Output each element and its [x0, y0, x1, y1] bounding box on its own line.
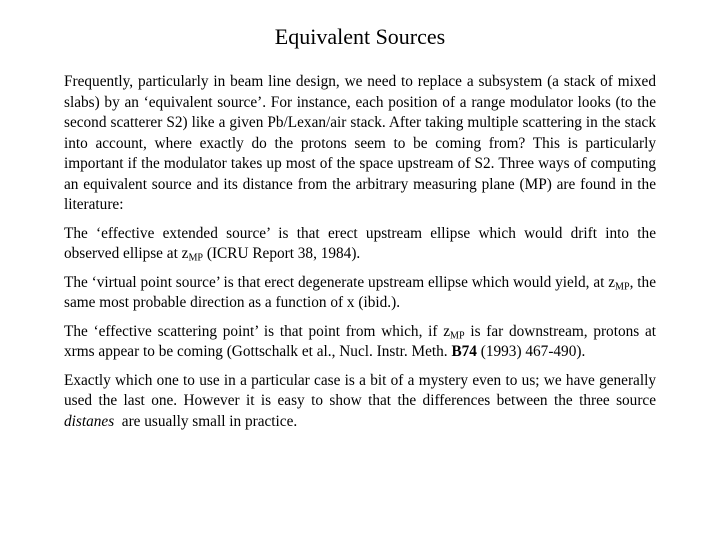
scattering-point-paragraph	[64, 322, 656, 363]
extended-source-subscript: MP	[188, 252, 204, 264]
extended-source-paragraph	[64, 224, 656, 265]
body-text	[64, 72, 656, 440]
scattering-point-text: The ‘effective scattering point’ is that point from which, if z	[64, 322, 451, 340]
scattering-point-middle: is far downstream, protons at xrms appear to be coming (Gottschalk et al., Nucl. Instr. Meth.	[64, 322, 656, 360]
virtual-source-paragraph	[64, 273, 656, 314]
scattering-point-subscript: MP	[450, 330, 465, 342]
extended-source-citation: (ICRU Report 38, 1984).	[203, 245, 361, 262]
virtual-source-rest: , the same most probable direction as a function of x (ibid.).	[64, 273, 656, 311]
extended-source-text: The ‘effective extended source’ is that erect upstream ellipse which would drift into the observed ellipse at z	[64, 224, 656, 262]
closing-paragraph	[64, 371, 656, 433]
virtual-source-subscript: MP	[615, 281, 630, 293]
closing-italic-word: distanes	[64, 412, 115, 430]
intro-paragraph: Frequently, particularly in beam line design, we need to replace a subsystem (a stack of mixed slabs) by an ‘equivalent source’. For instance, each position of a range modulator looks (to the second scatterer S2) like a given Pb/Lexan/air stack. After taking multiple scattering in the stack into account, where exactly do the protons seem to be coming from? This is particularly important if the modulator takes up most of the space upstream of S2. Three ways of computing an equivalent source and its distance from the arbitrary measuring plane (MP) are found in the literature:	[64, 73, 656, 213]
scattering-point-citation: (1993) 467-490).	[476, 343, 586, 360]
virtual-source-text: The ‘virtual point source’ is that erect degenerate upstream ellipse which would yield, at z	[64, 273, 616, 291]
journal-volume: B74	[451, 343, 477, 360]
closing-rest: are usually small in practice.	[114, 412, 298, 430]
page-title: Equivalent Sources	[274, 24, 446, 49]
closing-text: Exactly which one to use in a particular case is a bit of a mystery even to us; we have generally used the last one. However it is easy to show that the differences between the three source	[64, 371, 656, 409]
